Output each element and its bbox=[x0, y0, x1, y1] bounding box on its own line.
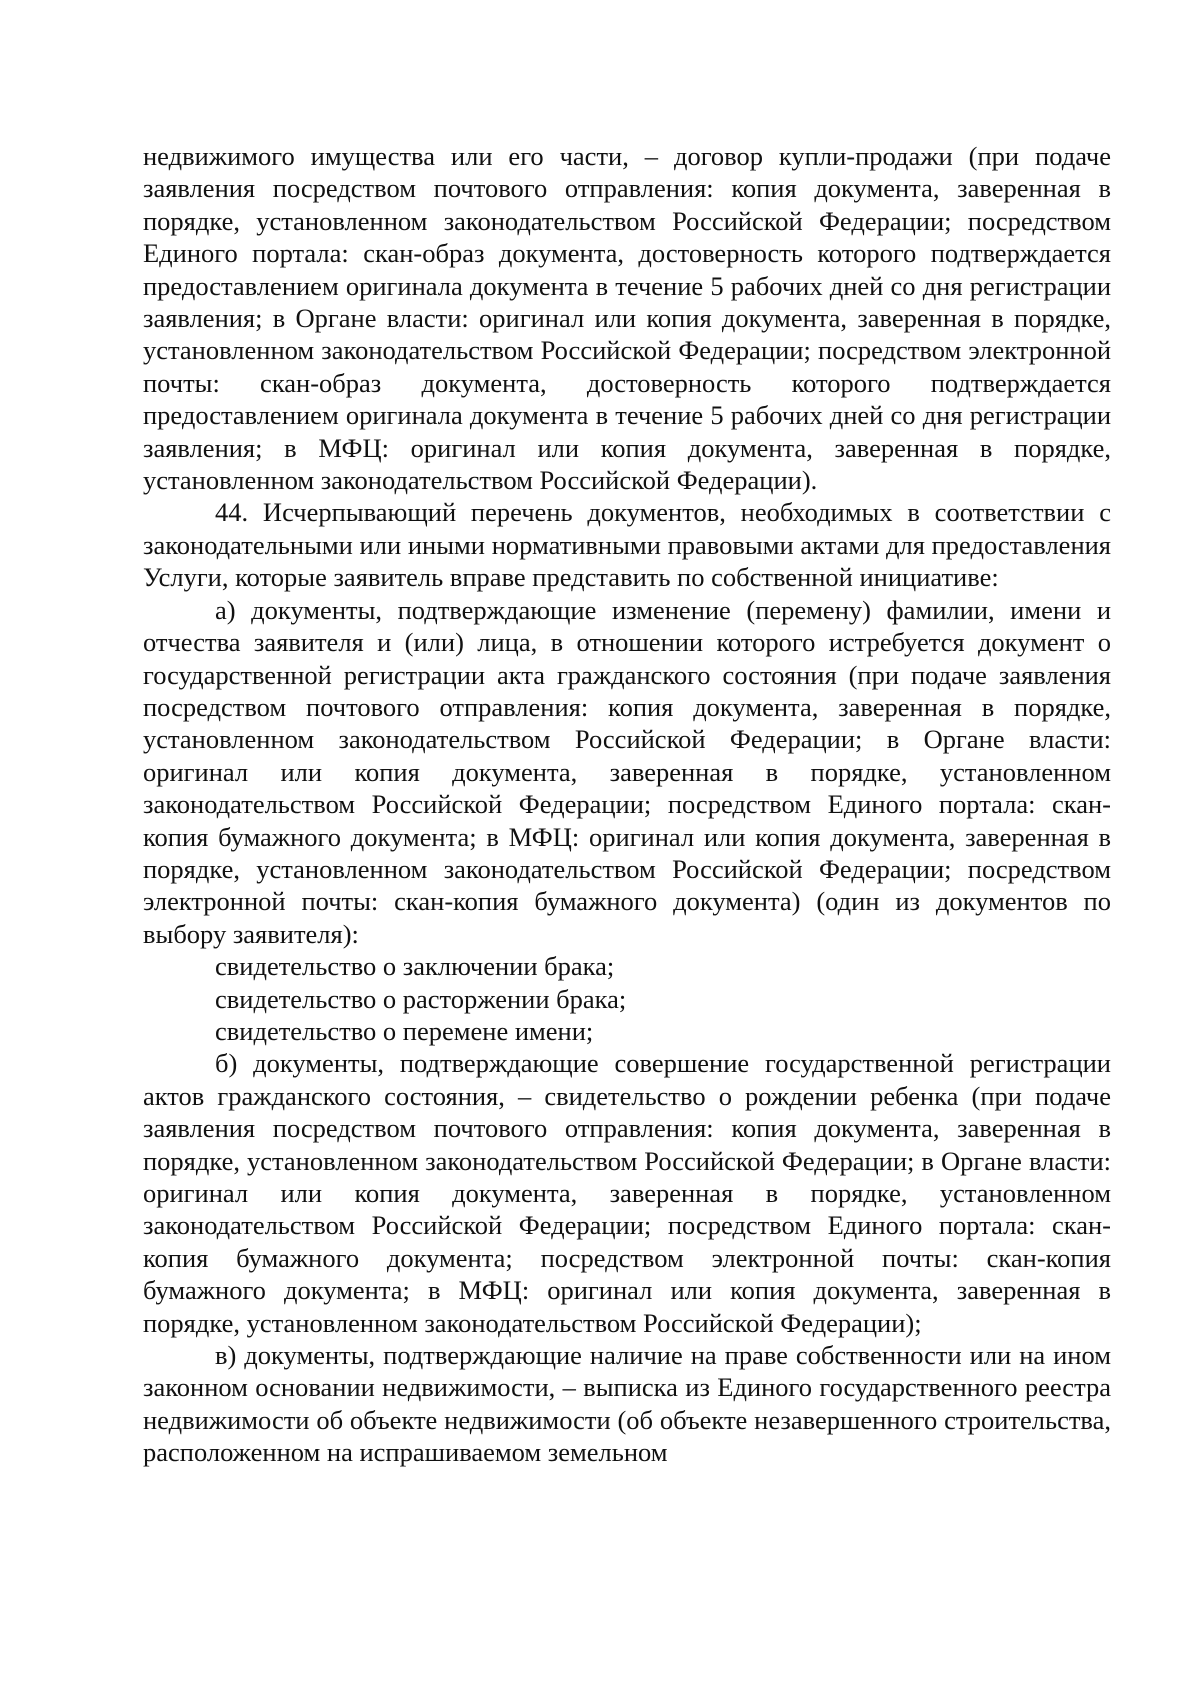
list-item-divorce-certificate: свидетельство о расторжении брака; bbox=[215, 983, 627, 1014]
paragraph-v: в) документы, подтверждающие наличие на праве собственности или на ином законном основании недвижимости, – выписка из Единого государственного реестра недвижимости об объекте недвижимости (об объекте незавершенного строительства, расположенном на испрашиваемом земельном bbox=[143, 1340, 1111, 1468]
list-item-name-change-certificate: свидетельство о перемене имени; bbox=[215, 1015, 594, 1046]
document-body bbox=[143, 140, 1111, 1469]
paragraph-a: а) документы, подтверждающие изменение (перемену) фамилии, имени и отчества заявителя и (или) лица, в отношении которого истребуется документ о государственной регистрации акта гражданского состояния (при подаче заявления посредством почтового отправления: копия документа, заверенная в порядке, установленном законодательством Российской Федерации; в Органе власти: оригинал или копия документа, заверенная в порядке, установленном законодательством Российской Федерации; посредством Единого портала: скан-копия бумажного документа; в МФЦ: оригинал или копия документа, заверенная в порядке, установленном законодательством Российской Федерации; посредством электронной почты: скан-копия бумажного документа) (один из документов по выбору заявителя): bbox=[143, 594, 1111, 949]
paragraph-continuation: недвижимого имущества или его части, – договор купли-продажи (при подаче заявления посредством почтового отправления: копия документа, заверенная в порядке, установленном законодательством Российской Федерации; посредством Единого портала: скан-образ документа, достоверность которого подтверждается предоставлением оригинала документа в течение 5 рабочих дней со дня регистрации заявления; в Органе власти: оригинал или копия документа, заверенная в порядке, установленном законодательством Российской Федерации; посредством электронной почты: скан-образ документа, достоверность которого подтверждается предоставлением оригинала документа в течение 5 рабочих дней со дня регистрации заявления; в МФЦ: оригинал или копия документа, заверенная в порядке, установленном законодательством Российской Федерации). bbox=[143, 141, 1111, 496]
paragraph-b: б) документы, подтверждающие совершение государственной регистрации актов гражданского состояния, – свидетельство о рождении ребенка (при подаче заявления посредством почтового отправления: копия документа, заверенная в порядке, установленном законодательством Российской Федерации; в Органе власти: оригинал или копия документа, заверенная в порядке, установленном законодательством Российской Федерации; посредством Единого портала: скан-копия бумажного документа; посредством электронной почты: скан-копия бумажного документа; в МФЦ: оригинал или копия документа, заверенная в порядке, установленном законодательством Российской Федерации); bbox=[143, 1048, 1111, 1338]
paragraph-44: 44. Исчерпывающий перечень документов, необходимых в соответствии с законодательными или иными нормативными правовыми актами для предоставления Услуги, которые заявитель вправе представить по собственной инициативе: bbox=[143, 497, 1111, 593]
list-item-marriage-certificate: свидетельство о заключении брака; bbox=[215, 951, 615, 982]
